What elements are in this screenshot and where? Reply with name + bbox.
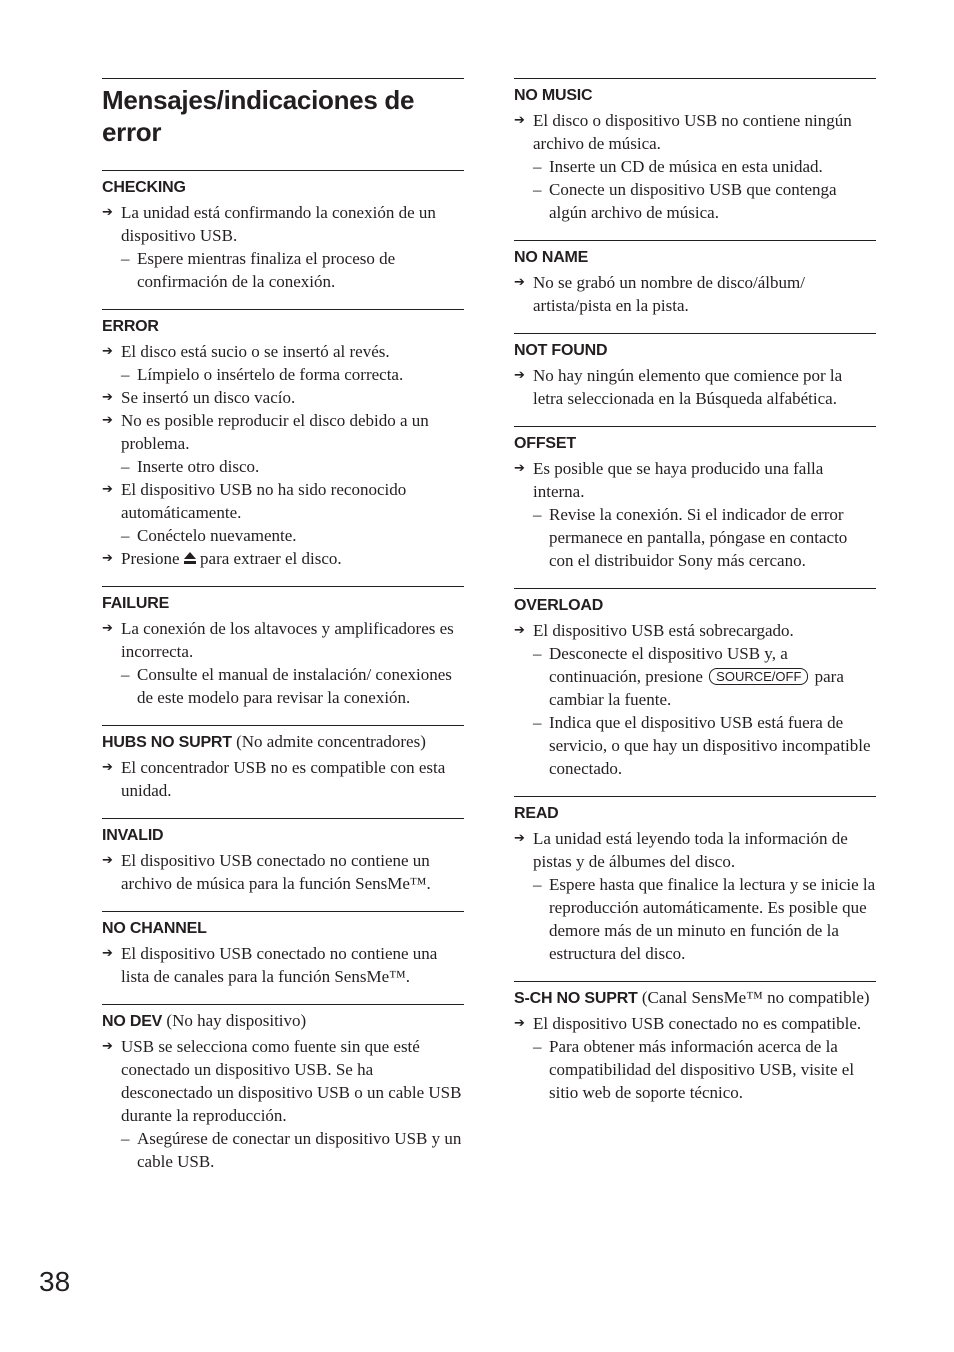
cause-text: El dispositivo USB conectado no contiene un archivo de música para la función SensMe™.: [121, 851, 431, 893]
section-header: [514, 245, 876, 269]
arrow-icon: ➔: [102, 344, 113, 359]
dash-icon: –: [121, 457, 130, 476]
dash-icon: –: [533, 505, 542, 524]
section-overload: [514, 588, 876, 780]
cause-item: [102, 547, 464, 570]
page-title: Mensajes/indicaciones de error: [102, 85, 415, 147]
remedy-item: [514, 711, 876, 780]
dash-icon: –: [121, 249, 130, 268]
cause-item: [102, 386, 464, 409]
cause-item: [102, 1035, 464, 1127]
section-header: [514, 338, 876, 362]
remedy-item: [514, 1035, 876, 1104]
arrow-icon: ➔: [514, 1016, 525, 1031]
cause-item: [102, 617, 464, 663]
message-code: NO MUSIC: [514, 87, 593, 104]
cause-text: El disco o dispositivo USB no contiene ningún archivo de música.: [533, 111, 852, 153]
section-header: [514, 801, 876, 825]
source-off-button-label: SOURCE/OFF: [709, 668, 808, 685]
message-code: OFFSET: [514, 435, 576, 452]
remedy-text-end: para cambiar la fuente.: [549, 667, 844, 709]
code-note: (No admite concentradores): [236, 732, 426, 751]
dash-icon: –: [533, 875, 542, 894]
remedy-item: [514, 642, 876, 711]
code-note: (Canal SensMe™ no compatible): [641, 988, 870, 1007]
arrow-icon: ➔: [102, 853, 113, 868]
message-code: OVERLOAD: [514, 597, 604, 614]
dash-icon: –: [121, 1129, 130, 1148]
remedy-text: Revise la conexión. Si el indicador de error permanece en pantalla, póngase en contacto con el distribuidor Sony más cercano.: [549, 505, 848, 570]
arrow-icon: ➔: [102, 390, 113, 405]
section-offset: [514, 426, 876, 572]
cause-text: La conexión de los altavoces y amplificadores es incorrecta.: [121, 619, 454, 661]
section-not-found: [514, 333, 876, 410]
section-error: [102, 309, 464, 570]
section-no-music: [514, 78, 876, 224]
arrow-icon: ➔: [102, 551, 113, 566]
section-hubs-no-suprt: [102, 725, 464, 802]
remedy-text: Para obtener más información acerca de la compatibilidad del dispositivo USB, visite el sitio web de soporte técnico.: [549, 1037, 855, 1102]
cause-item: [514, 364, 876, 410]
cause-text: El dispositivo USB conectado no contiene una lista de canales para la función SensMe™.: [121, 944, 438, 986]
section-failure: [102, 586, 464, 709]
cause-text-start: Presione: [121, 549, 180, 568]
section-header: [102, 823, 464, 847]
section-s-ch-no-suprt: [514, 981, 876, 1104]
cause-item: [514, 457, 876, 503]
cause-item: [514, 827, 876, 873]
message-code: NO DEV: [102, 1013, 163, 1030]
cause-text: El dispositivo USB está sobrecargado.: [533, 621, 794, 640]
code-note: (No hay dispositivo): [166, 1011, 307, 1030]
cause-text: Se insertó un disco vacío.: [121, 388, 296, 407]
section-no-name: [514, 240, 876, 317]
remedy-item: [102, 524, 464, 547]
cause-text: Es posible que se haya producido una falla interna.: [533, 459, 824, 501]
cause-item: [102, 478, 464, 524]
right-column: [514, 78, 876, 1120]
section-read: [514, 796, 876, 965]
dash-icon: –: [533, 713, 542, 732]
cause-item: [514, 271, 876, 317]
cause-text: No es posible reproducir el disco debido a un problema.: [121, 411, 429, 453]
section-invalid: [102, 818, 464, 895]
section-header: [514, 593, 876, 617]
section-header: [102, 591, 464, 615]
message-code: NO CHANNEL: [102, 920, 207, 937]
cause-item: [102, 942, 464, 988]
remedy-text: Consulte el manual de instalación/ conexiones de este modelo para revisar la conexión.: [137, 665, 452, 707]
section-header: [102, 730, 464, 754]
remedy-text: Inserte un CD de música en esta unidad.: [549, 157, 823, 176]
cause-item: [102, 756, 464, 802]
left-column: [102, 78, 464, 1189]
dash-icon: –: [533, 644, 542, 663]
remedy-item: [514, 503, 876, 572]
dash-icon: –: [121, 365, 130, 384]
cause-text-end: para extraer el disco.: [200, 549, 342, 568]
section-header: [102, 916, 464, 940]
section-header: [102, 314, 464, 338]
remedy-item: [102, 247, 464, 293]
cause-item: [102, 340, 464, 363]
arrow-icon: ➔: [102, 413, 113, 428]
arrow-icon: ➔: [102, 1039, 113, 1054]
section-no-dev: [102, 1004, 464, 1173]
remedy-text-start: Desconecte el dispositivo USB y, a continuación, presione: [549, 644, 788, 686]
remedy-text: Espere hasta que finalice la lectura y se inicie la reproducción automáticamente. Es posible que demore más de un minuto en función de la estructura del disco.: [549, 875, 876, 963]
remedy-item: [102, 1127, 464, 1173]
cause-text: No se grabó un nombre de disco/álbum/ artista/pista en la pista.: [533, 273, 805, 315]
cause-text: El concentrador USB no es compatible con esta unidad.: [121, 758, 446, 800]
message-code: ERROR: [102, 318, 159, 335]
message-code: CHECKING: [102, 179, 186, 196]
arrow-icon: ➔: [514, 461, 525, 476]
cause-text: La unidad está leyendo toda la información de pistas y de álbumes del disco.: [533, 829, 848, 871]
cause-text: El dispositivo USB no ha sido reconocido automáticamente.: [121, 480, 407, 522]
message-code: NOT FOUND: [514, 342, 608, 359]
cause-item: [102, 201, 464, 247]
cause-item: [102, 409, 464, 455]
arrow-icon: ➔: [514, 368, 525, 383]
remedy-item: [514, 873, 876, 965]
section-header: [514, 83, 876, 107]
arrow-icon: ➔: [102, 621, 113, 636]
arrow-icon: ➔: [102, 205, 113, 220]
remedy-item: [102, 363, 464, 386]
remedy-text: Límpielo o insértelo de forma correcta.: [137, 365, 404, 384]
cause-item: [514, 1012, 876, 1035]
cause-item: [102, 849, 464, 895]
title-block: [102, 78, 464, 148]
remedy-item: [102, 455, 464, 478]
remedy-text: Espere mientras finaliza el proceso de confirmación de la conexión.: [137, 249, 396, 291]
dash-icon: –: [533, 157, 542, 176]
page-number: 38: [39, 1266, 71, 1297]
arrow-icon: ➔: [514, 831, 525, 846]
cause-text: El dispositivo USB conectado no es compatible.: [533, 1014, 862, 1033]
remedy-item: [102, 663, 464, 709]
dash-icon: –: [121, 665, 130, 684]
cause-text: No hay ningún elemento que comience por la letra seleccionada en la Búsqueda alfabética.: [533, 366, 843, 408]
arrow-icon: ➔: [514, 113, 525, 128]
section-header: [514, 986, 876, 1010]
cause-item: [514, 619, 876, 642]
section-no-channel: [102, 911, 464, 988]
eject-icon: [184, 552, 196, 565]
dash-icon: –: [121, 526, 130, 545]
remedy-item: [514, 178, 876, 224]
message-code: READ: [514, 805, 559, 822]
message-code: INVALID: [102, 827, 164, 844]
arrow-icon: ➔: [102, 946, 113, 961]
section-header: [102, 1009, 464, 1033]
cause-text: El disco está sucio o se insertó al revés.: [121, 342, 390, 361]
section-header: [102, 175, 464, 199]
remedy-text: Asegúrese de conectar un dispositivo USB y un cable USB.: [137, 1129, 462, 1171]
section-checking: [102, 170, 464, 293]
arrow-icon: ➔: [514, 275, 525, 290]
remedy-text: Indica que el dispositivo USB está fuera de servicio, o que hay un dispositivo incompatible conectado.: [549, 713, 871, 778]
remedy-text: Conecte un dispositivo USB que contenga algún archivo de música.: [549, 180, 837, 222]
message-code: FAILURE: [102, 595, 170, 612]
arrow-icon: ➔: [102, 760, 113, 775]
remedy-text: Inserte otro disco.: [137, 457, 260, 476]
arrow-icon: ➔: [514, 623, 525, 638]
message-code: HUBS NO SUPRT: [102, 734, 232, 751]
section-header: [514, 431, 876, 455]
cause-text: USB se selecciona como fuente sin que esté conectado un dispositivo USB. Se ha desconectado un dispositivo USB o un cable USB durante la reproducción.: [121, 1037, 462, 1125]
dash-icon: –: [533, 180, 542, 199]
cause-text: La unidad está confirmando la conexión de un dispositivo USB.: [121, 203, 436, 245]
message-code: S-CH NO SUPRT: [514, 990, 638, 1007]
arrow-icon: ➔: [102, 482, 113, 497]
remedy-text: Conéctelo nuevamente.: [137, 526, 297, 545]
dash-icon: –: [533, 1037, 542, 1056]
message-code: NO NAME: [514, 249, 589, 266]
remedy-item: [514, 155, 876, 178]
cause-item: [514, 109, 876, 155]
